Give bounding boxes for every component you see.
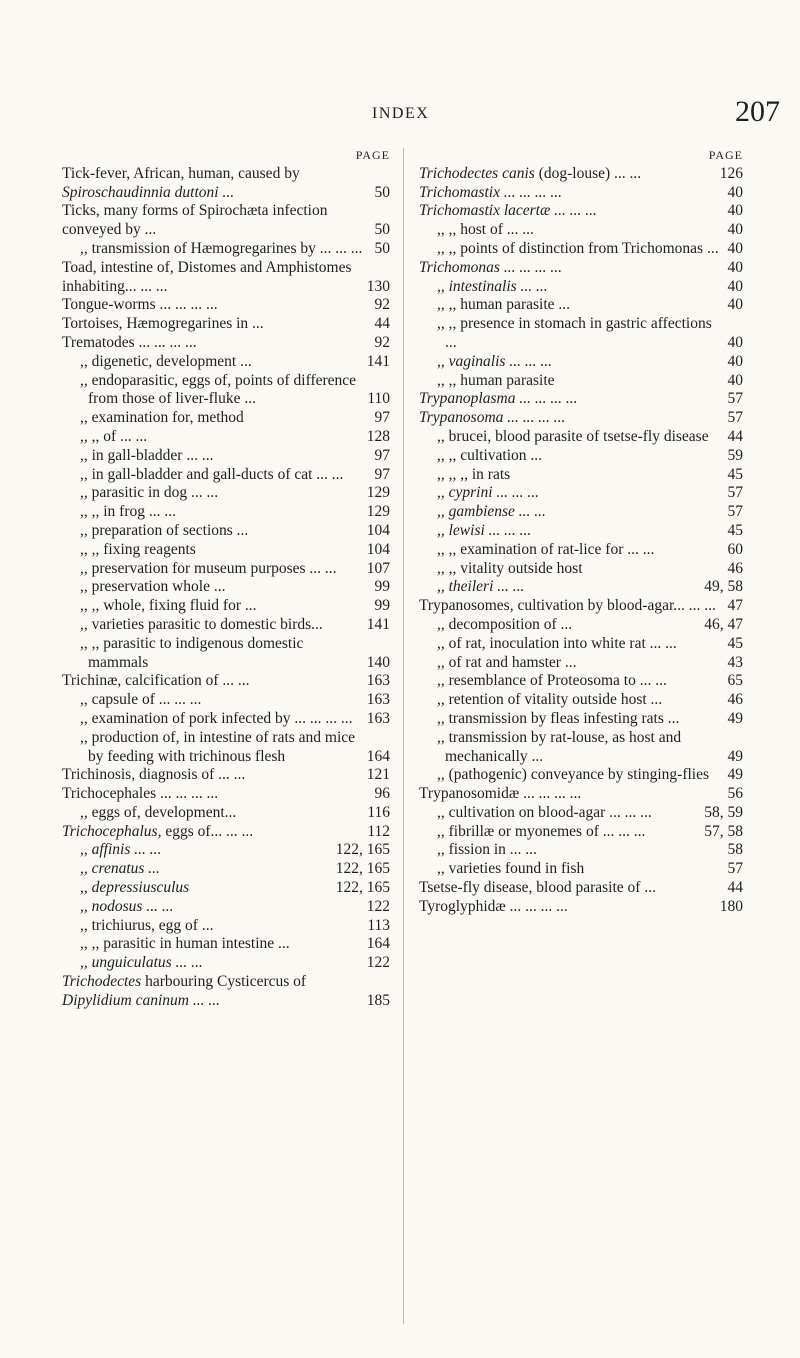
index-entry	[62, 334, 390, 353]
index-entry-page: 99	[374, 597, 390, 615]
index-entry-text: Tsetse-fly disease, blood parasite of ...	[419, 879, 656, 897]
index-entry-page: 50	[374, 239, 390, 257]
index-entry-page: 97	[374, 465, 390, 483]
index-entry-page: 45	[727, 521, 743, 539]
index-entry-page: 44	[727, 427, 743, 445]
index-entry	[419, 541, 743, 560]
index-entry-page: 49, 58	[704, 578, 743, 596]
index-entry-page: 97	[374, 409, 390, 427]
index-entry	[419, 372, 743, 391]
index-entry-page: 107	[366, 559, 390, 577]
index-entry	[419, 879, 743, 898]
index-entry-text: ,, crenatus ...	[80, 860, 160, 878]
index-entry-text: ,, ,, vitality outside host	[437, 559, 583, 577]
index-entry	[62, 296, 390, 315]
index-entry-page: 59	[727, 446, 743, 464]
index-entry-page: 60	[727, 540, 743, 558]
index-entry-page: 44	[374, 315, 390, 333]
index-entry-text: ,, lewisi ... ... ...	[437, 521, 532, 539]
index-entry	[419, 165, 743, 184]
index-entry	[62, 672, 390, 691]
index-entry-page: 97	[374, 446, 390, 464]
index-entry-text: ,, transmission by fleas infesting rats ...	[437, 709, 680, 727]
index-entry-page: 163	[366, 709, 390, 727]
index-entry-text: ,, theileri ... ...	[437, 578, 525, 596]
index-entry-text: ,, in gall-bladder and gall-ducts of cat ... ...	[80, 465, 344, 483]
page-column-label: PAGE	[355, 148, 390, 162]
index-entry	[62, 729, 390, 767]
index-entry-page: 164	[366, 747, 390, 765]
index-entry-text: ,, ,, cultivation ...	[437, 446, 543, 464]
index-entry-page: 44	[727, 879, 743, 897]
index-entry-text: Trichodectes harbouring Cysticercus of	[62, 973, 307, 991]
index-entry-page: 126	[719, 164, 743, 182]
index-entry-text: ,, ,, presence in stomach in gastric affections ...	[437, 315, 712, 351]
index-entry-text: ,, varieties found in fish	[437, 860, 585, 878]
index-entry-page: 163	[366, 672, 390, 690]
index-entry-text: ,, nodosus ... ...	[80, 897, 174, 915]
index-entry-page: 113	[367, 916, 390, 934]
index-entry	[62, 184, 390, 203]
index-entry-text: ,, fibrillæ or myonemes of ... ... ...	[437, 822, 646, 840]
index-entry-page: 129	[366, 484, 390, 502]
index-entry	[419, 823, 743, 842]
index-entry	[62, 785, 390, 804]
index-entry-page: 40	[727, 352, 743, 370]
index-entry	[419, 860, 743, 879]
index-entry	[62, 522, 390, 541]
index-entry-page: 50	[374, 221, 390, 239]
index-entry	[62, 240, 390, 259]
index-entry	[419, 447, 743, 466]
index-entry-page: 122	[366, 897, 390, 915]
index-entry	[62, 466, 390, 485]
index-entry-text: ,, ,, human parasite	[437, 371, 555, 389]
index-entry	[62, 616, 390, 635]
index-entry	[62, 428, 390, 447]
index-entry-page: 185	[366, 991, 390, 1009]
index-entry-page: 121	[366, 766, 390, 784]
index-entry	[419, 296, 743, 315]
index-entry-page: 46	[727, 559, 743, 577]
index-entry-text: ,, unguiculatus ... ...	[80, 954, 203, 972]
index-entry	[419, 654, 743, 673]
index-entry-text: ,, retention of vitality outside host ...	[437, 691, 663, 709]
index-entry-text: ,, ,, human parasite ...	[437, 296, 571, 314]
index-entry-page: 122, 165	[335, 841, 390, 859]
index-entry-text: ,, preservation for museum purposes ... ...	[80, 559, 337, 577]
index-entry-text: ,, ,, ,, in rats	[437, 465, 511, 483]
index-entry-page: 49	[727, 709, 743, 727]
index-entry-text: ,, of rat and hamster ...	[437, 653, 577, 671]
index-entry	[62, 165, 390, 184]
index-entry-page: 122	[366, 954, 390, 972]
index-entry-page: 49	[727, 766, 743, 784]
index-entry-text: ,, preparation of sections ...	[80, 521, 249, 539]
index-entry	[62, 935, 390, 954]
index-entry	[62, 973, 390, 992]
index-entry-text: ,, ,, points of distinction from Trichomonas ...	[437, 239, 719, 257]
index-entry-page: 45	[727, 465, 743, 483]
index-entry-page: 40	[727, 183, 743, 201]
index-entry-text: Trichodectes canis (dog-louse) ... ...	[419, 164, 642, 182]
index-entry	[419, 428, 743, 447]
index-entry-page: 49	[727, 747, 743, 765]
index-entry-page: 40	[727, 221, 743, 239]
index-entry	[62, 860, 390, 879]
index-entry-text: ,, endoparasitic, eggs of, points of difference from those of liver-fluke ...	[80, 371, 357, 408]
index-entry	[62, 823, 390, 842]
index-entry	[419, 484, 743, 503]
index-entry-page: 110	[367, 390, 390, 408]
index-entry-page: 47	[727, 597, 743, 615]
index-entry-page: 104	[366, 540, 390, 558]
index-entry-text: Trichocephalus, eggs of... ... ...	[62, 822, 254, 840]
index-entry	[419, 672, 743, 691]
index-entry-page: 180	[719, 897, 743, 915]
index-entry	[62, 447, 390, 466]
index-entry-page: 46, 47	[704, 615, 743, 633]
index-entry	[419, 766, 743, 785]
index-entry	[419, 635, 743, 654]
index-entry	[62, 917, 390, 936]
index-entry-text: ,, transmission of Hæmogregarines by ... ... ...	[80, 239, 363, 257]
index-entry	[419, 278, 743, 297]
index-entry-text: ,, capsule of ... ... ...	[80, 691, 202, 709]
index-entry	[62, 597, 390, 616]
index-entry-text: Trichinæ, calcification of ... ...	[62, 672, 250, 690]
index-column-left	[62, 146, 390, 1011]
index-entry-text: ,, varieties parasitic to domestic birds...	[80, 615, 323, 633]
index-entry-text: Tongue-worms ... ... ... ...	[62, 296, 218, 314]
index-entry	[419, 503, 743, 522]
index-entry	[419, 560, 743, 579]
index-entry	[419, 898, 743, 917]
index-entry-text: ,, parasitic in dog ... ...	[80, 484, 219, 502]
index-entry-page: 57	[727, 503, 743, 521]
index-entry-text: ,, fission in ... ...	[437, 841, 537, 859]
index-entry-text: Trichomonas ... ... ... ...	[419, 258, 562, 276]
index-entry-page: 128	[366, 427, 390, 445]
index-entry	[419, 184, 743, 203]
index-entry-text: Trichomastix lacertæ ... ... ...	[419, 202, 597, 220]
index-entry-page: 56	[727, 785, 743, 803]
index-entry-text: ,, trichiurus, egg of ...	[80, 916, 214, 934]
running-title: INDEX	[372, 105, 430, 122]
index-entry-text: Tyroglyphidæ ... ... ... ...	[419, 897, 568, 915]
index-entry	[419, 597, 743, 616]
index-entry	[419, 315, 743, 353]
index-entry-text: ,, (pathogenic) conveyance by stinging-flies	[437, 766, 710, 784]
index-entry-page: 40	[727, 371, 743, 389]
index-entry-page: 58	[727, 841, 743, 859]
index-entry	[419, 616, 743, 635]
index-entry-text: Spiroschaudinnia duttoni ...	[62, 183, 235, 201]
index-entry-text: Trypanosoma ... ... ... ...	[419, 409, 566, 427]
index-entry-text: Tick-fever, African, human, caused by	[62, 164, 300, 182]
index-entry-page: 92	[374, 333, 390, 351]
index-entry-page: 50	[374, 183, 390, 201]
index-entry-text: ,, cyprini ... ... ...	[437, 484, 540, 502]
index-entry-text: Trematodes ... ... ... ...	[62, 333, 197, 351]
index-entry-text: ,, eggs of, development...	[80, 803, 237, 821]
index-entry	[419, 522, 743, 541]
index-entry-page: 112	[367, 822, 390, 840]
index-entry-text: Trichocephales ... ... ... ...	[62, 785, 219, 803]
index-entry-text: ,, ,, host of ... ...	[437, 221, 534, 239]
index-entry-text: ,, examination for, method	[80, 409, 244, 427]
index-entry	[419, 353, 743, 372]
index-entry	[419, 466, 743, 485]
index-entry	[62, 315, 390, 334]
index-column-right	[419, 146, 743, 917]
index-entry-text: Trypanosomidæ ... ... ... ...	[419, 785, 582, 803]
index-entry	[62, 560, 390, 579]
index-entry-page: 163	[366, 691, 390, 709]
index-entry	[62, 541, 390, 560]
index-entry-page: 122, 165	[335, 860, 390, 878]
index-entry-page: 57	[727, 860, 743, 878]
index-entry	[62, 691, 390, 710]
column-divider	[403, 148, 404, 1324]
index-entry-page: 116	[367, 803, 390, 821]
index-entry	[419, 202, 743, 221]
index-entry-text: Ticks, many forms of Spirochæta infection conveyed by ...	[62, 202, 328, 239]
index-entry-text: ,, affinis ... ...	[80, 841, 162, 859]
index-entry-page: 164	[366, 935, 390, 953]
index-entry-text: ,, examination of pork infected by ... ... ... ...	[80, 709, 353, 727]
index-entry-page: 40	[727, 296, 743, 314]
index-entry	[62, 578, 390, 597]
index-entry-text: ,, production of, in intestine of rats and mice by feeding with trichinous flesh	[80, 728, 356, 765]
index-entry	[419, 841, 743, 860]
index-entry-page: 57, 58	[704, 822, 743, 840]
index-entry-text: ,, ,, fixing reagents	[80, 540, 196, 558]
index-entry-page: 65	[727, 672, 743, 690]
index-entry-text: Trypanoplasma ... ... ... ...	[419, 390, 578, 408]
index-entry-page: 46	[727, 691, 743, 709]
index-entry	[419, 729, 743, 767]
index-entry-text: ,, decomposition of ...	[437, 615, 573, 633]
index-entry-text: ,, gambiense ... ...	[437, 503, 546, 521]
index-entry-text: ,, depressiusculus	[80, 879, 190, 897]
index-entry-text: ,, brucei, blood parasite of tsetse-fly disease	[437, 427, 709, 445]
page-number: 207	[735, 95, 780, 128]
index-entry	[62, 879, 390, 898]
index-entry-page: 96	[374, 785, 390, 803]
index-entry-page: 140	[366, 653, 390, 671]
index-entry-page: 58, 59	[704, 803, 743, 821]
index-entry	[62, 710, 390, 729]
index-entry-text: ,, ,, in frog ... ...	[80, 503, 177, 521]
index-entry-page: 130	[366, 277, 390, 295]
index-entry-page: 92	[374, 296, 390, 314]
index-entry	[62, 766, 390, 785]
index-entry-text: Trichinosis, diagnosis of ... ...	[62, 766, 246, 784]
index-entry-text: ,, in gall-bladder ... ...	[80, 446, 214, 464]
index-entry	[419, 710, 743, 729]
index-entry-page: 43	[727, 653, 743, 671]
index-entry-text: ,, intestinalis ... ...	[437, 277, 548, 295]
index-entry	[62, 841, 390, 860]
index-entry-page: 40	[727, 258, 743, 276]
index-entry-page: 40	[727, 277, 743, 295]
index-entry	[62, 484, 390, 503]
index-entry-text: Dipylidium caninum ... ...	[62, 991, 220, 1009]
index-entry-text: ,, resemblance of Proteosoma to ... ...	[437, 672, 667, 690]
index-entry	[419, 578, 743, 597]
page-header	[0, 95, 800, 135]
index-entry-text: Trypanosomes, cultivation by blood-agar... ... ...	[419, 597, 716, 615]
index-entry	[62, 259, 390, 297]
index-entry-text: ,, ,, parasitic in human intestine ...	[80, 935, 290, 953]
page-column-label: PAGE	[708, 148, 743, 162]
index-entry-text: ,, ,, of ... ...	[80, 427, 148, 445]
index-entry	[62, 503, 390, 522]
index-entry-text: Tortoises, Hæmogregarines in ...	[62, 315, 264, 333]
index-entry-page: 40	[727, 333, 743, 351]
index-entry-text: ,, ,, parasitic to indigenous domestic mammals	[80, 634, 304, 671]
index-entry	[419, 691, 743, 710]
index-entry-text: ,, preservation whole ...	[80, 578, 226, 596]
index-entry	[419, 221, 743, 240]
index-entry	[419, 259, 743, 278]
index-entry	[419, 409, 743, 428]
index-entry-text: ,, of rat, inoculation into white rat ... ...	[437, 634, 677, 652]
index-entry-page: 57	[727, 390, 743, 408]
index-entry-text: ,, cultivation on blood-agar ... ... ...	[437, 803, 652, 821]
index-entry-page: 122, 165	[335, 879, 390, 897]
index-entry-text: ,, vaginalis ... ... ...	[437, 352, 552, 370]
index-entry-page: 129	[366, 503, 390, 521]
index-entry-text: ,, transmission by rat-louse, as host and mechanically ...	[437, 728, 682, 765]
index-entry	[62, 954, 390, 973]
index-entry	[62, 635, 390, 673]
index-entry-text: ,, digenetic, development ...	[80, 352, 252, 370]
index-entry	[62, 409, 390, 428]
index-entry-page: 40	[727, 202, 743, 220]
index-entry-page: 40	[727, 239, 743, 257]
index-entry	[419, 390, 743, 409]
index-entry-text: Toad, intestine of, Distomes and Amphistomes inhabiting... ... ...	[62, 258, 352, 295]
index-entry	[62, 202, 390, 240]
index-entry	[419, 785, 743, 804]
index-entry-page: 141	[366, 615, 390, 633]
index-entry	[62, 353, 390, 372]
index-entry-page: 57	[727, 484, 743, 502]
index-entry-text: ,, ,, examination of rat-lice for ... ...	[437, 540, 655, 558]
index-entry-text: ,, ,, whole, fixing fluid for ...	[80, 597, 257, 615]
index-entry-text: Trichomastix ... ... ... ...	[419, 183, 562, 201]
index-entry	[62, 992, 390, 1011]
index-entry	[62, 372, 390, 410]
index-entry	[419, 240, 743, 259]
index-entry-page: 104	[366, 521, 390, 539]
index-entry	[62, 898, 390, 917]
index-entry-page: 141	[366, 352, 390, 370]
index-entry-page: 57	[727, 409, 743, 427]
index-entry-page: 45	[727, 634, 743, 652]
index-entry	[419, 804, 743, 823]
index-entry-page: 99	[374, 578, 390, 596]
index-entry	[62, 804, 390, 823]
